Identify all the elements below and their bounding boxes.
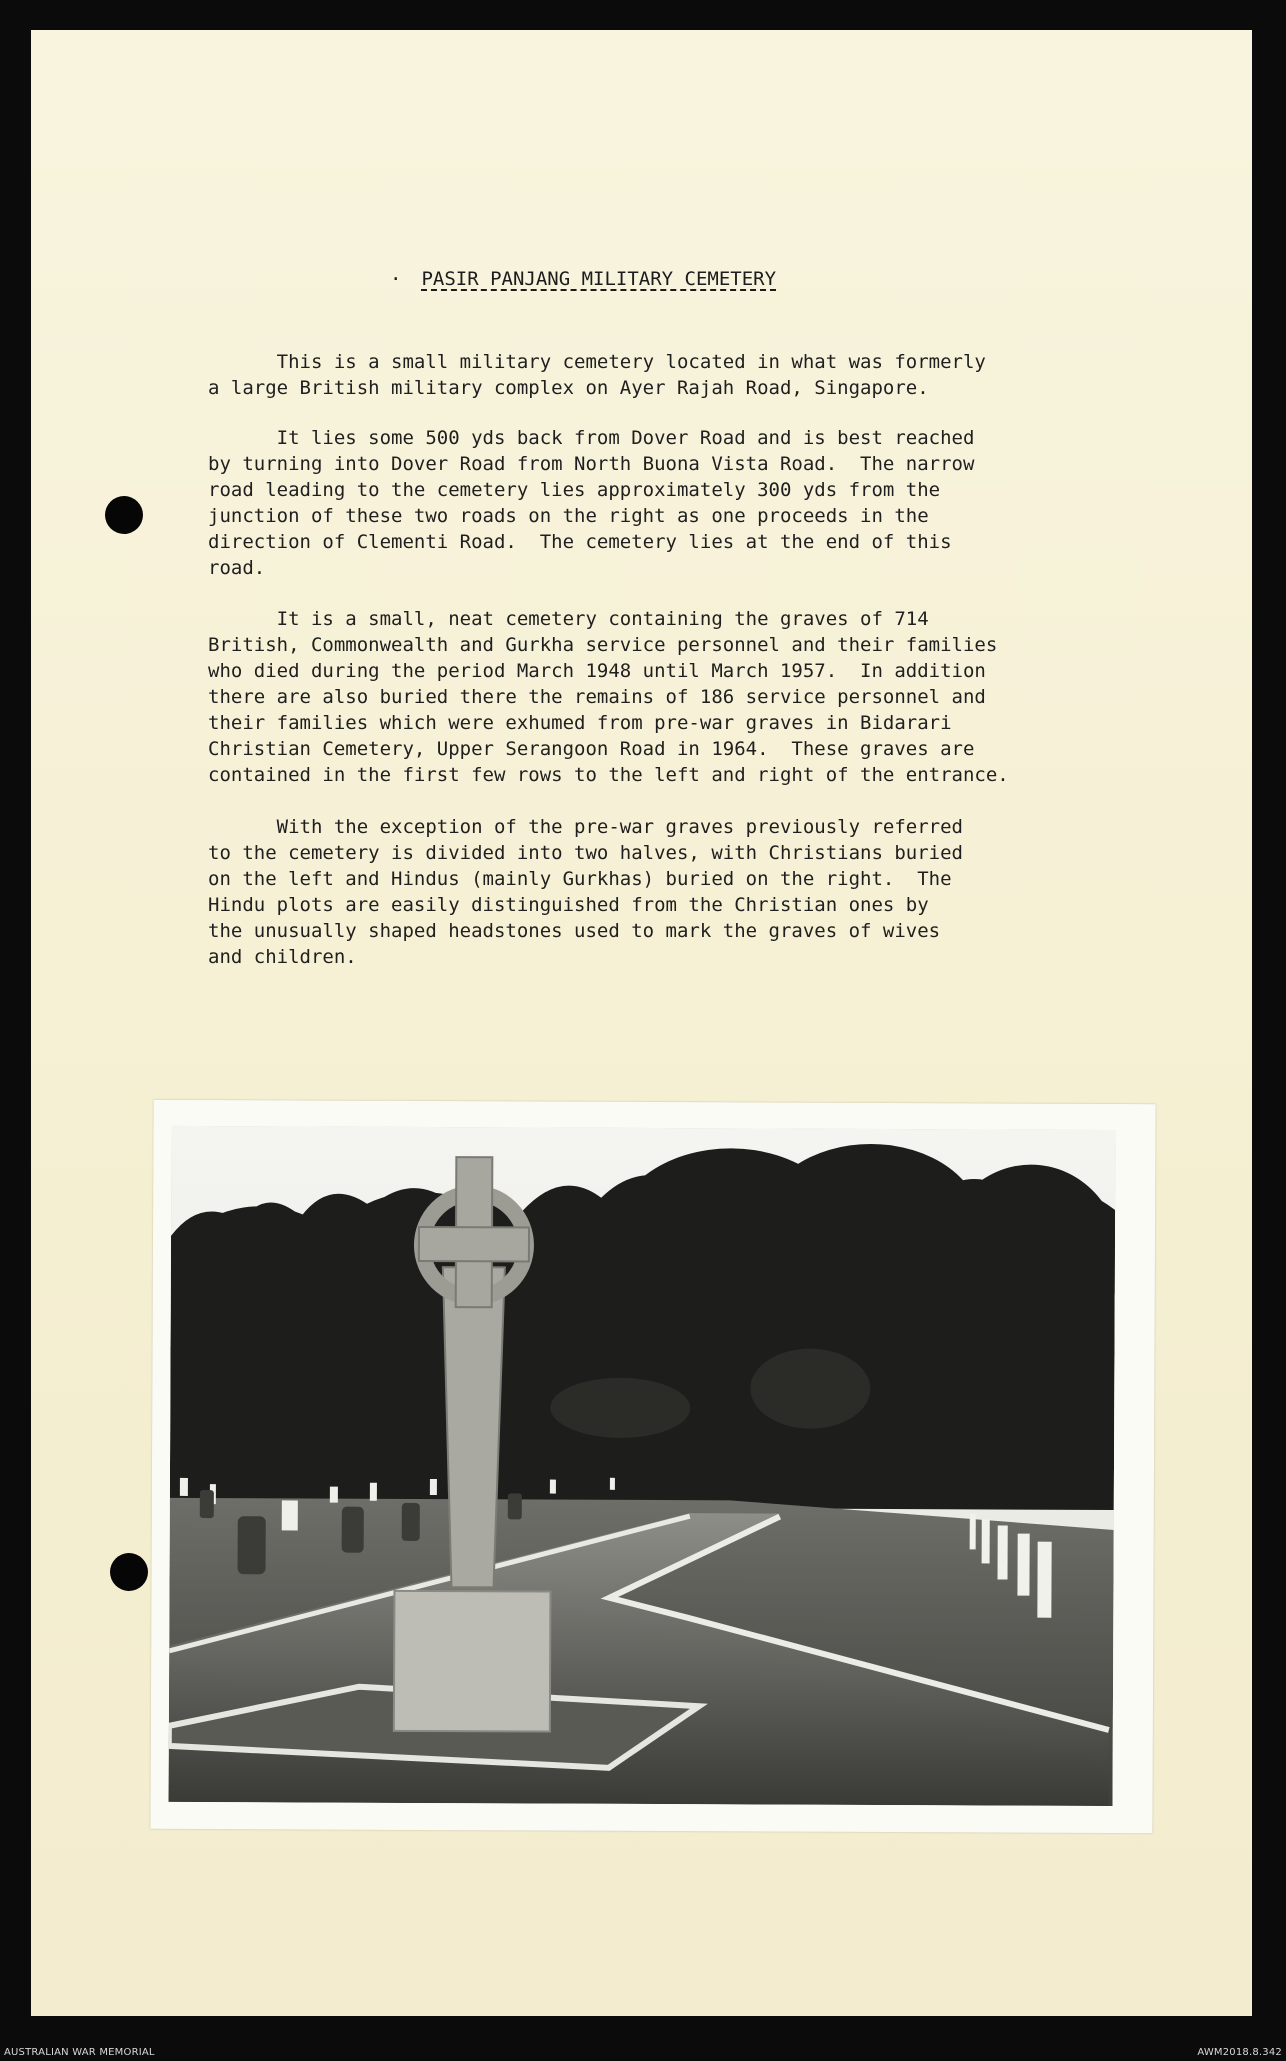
paragraph-2: It lies some 500 yds back from Dover Road and is best reached by turning into Dover Road from North Buona Vista Road. The narrow road leading to the cemetery lies approximately 300 yds from the junction of these two roads on the right as one proceeds in the direction of Clementi Road. The cemetery lies at the end of this road. bbox=[208, 427, 975, 579]
title-bullet: · bbox=[390, 268, 402, 290]
paragraph-3: It is a small, neat cemetery containing the graves of 714 British, Commonwealth and Gurkha service personnel and their families who died during the period March 1948 until March 1957. In addition there are also buried there the remains of 186 service personnel and their families which were exhumed from pre-war graves in Bidarari Christian Cemetery, Upper Serangoon Road in 1964. These graves are contained in the first few rows to the left and right of the entrance. bbox=[208, 608, 1009, 786]
document-title: PASIR PANJANG MILITARY CEMETERY bbox=[421, 268, 777, 290]
photo-mount bbox=[150, 1100, 1155, 1833]
punch-hole bbox=[110, 1553, 148, 1591]
punch-hole bbox=[105, 496, 143, 534]
cemetery-photograph-illustration bbox=[169, 1126, 1116, 1806]
paragraph-4: With the exception of the pre-war graves previously referred to the cemetery is divided into two halves, with Christians buried on the left and Hindus (mainly Gurkhas) buried on the right. The Hindu plots are easily distinguished from the Christian ones by the unusually shaped headstones used to mark the graves of wives and children. bbox=[208, 816, 963, 968]
footer-accession-number: AWM2018.8.342 bbox=[1197, 2047, 1282, 2058]
document-title-row bbox=[390, 268, 776, 290]
paragraph-1: This is a small military cemetery located in what was formerly a large British military complex on Ayer Rajah Road, Singapore. bbox=[208, 351, 986, 399]
cemetery-photograph bbox=[169, 1126, 1116, 1806]
footer-source-label: AUSTRALIAN WAR MEMORIAL bbox=[4, 2047, 155, 2058]
